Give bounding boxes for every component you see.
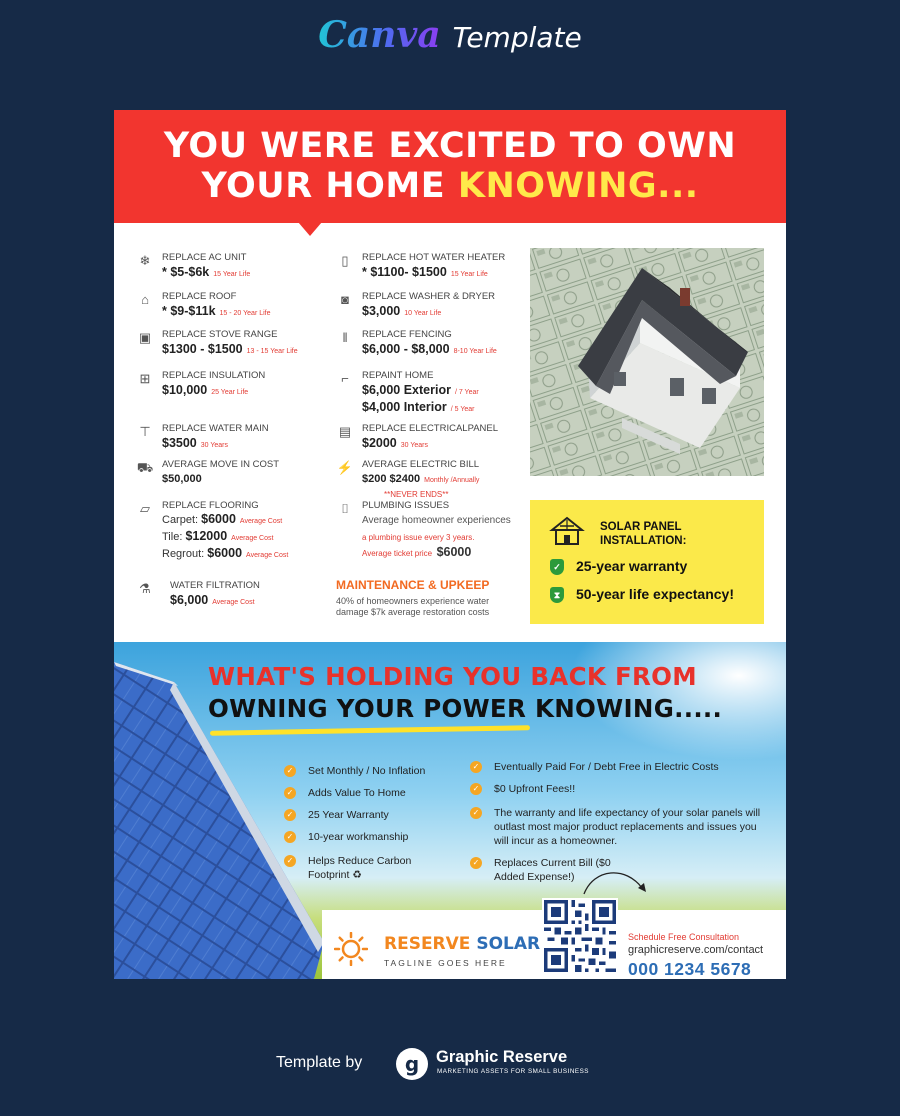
- schedule-text: Schedule Free Consultation: [628, 932, 740, 942]
- electrical-panel-icon: ▤: [338, 424, 352, 439]
- paint-roller-icon: ⌐: [341, 371, 349, 386]
- graphic-reserve-logo-icon: g: [396, 1048, 428, 1080]
- cost-note: 15 Year Life: [450, 271, 488, 278]
- water-filter-icon: ⚗: [139, 581, 151, 596]
- repaint-exterior: $6,000 Exterior: [362, 383, 451, 397]
- moving-truck-icon: ⛟: [136, 460, 154, 475]
- washer-icon: ◙: [341, 292, 349, 307]
- benefit-text: The warranty and life expectancy of your solar panels will outlast most major product replacements and issues you will incur as a homeowner.: [494, 807, 761, 847]
- check-icon: ✓: [470, 783, 482, 795]
- check-icon: ✓: [284, 831, 296, 843]
- solar-roof-icon: [548, 516, 586, 546]
- lower-section: [114, 642, 786, 979]
- canva-template-title: [0, 14, 900, 64]
- never-ends: **NEVER ENDS**: [384, 490, 449, 499]
- cost-note: Monthly /Annually: [424, 477, 480, 484]
- website-link[interactable]: graphicreserve.com/contact: [628, 944, 764, 956]
- fence-icon: ‖: [342, 330, 348, 345]
- life-row: [550, 586, 734, 603]
- cost-note: 25 Year Life: [211, 389, 249, 396]
- solar-title-line-2: INSTALLATION:: [600, 535, 687, 547]
- house-money-image: [530, 248, 764, 476]
- benefit-text: 10-year workmanship: [308, 831, 409, 843]
- cost-value: * $5-$6k: [162, 265, 210, 279]
- repaint-interior-note: / 5 Year: [450, 406, 475, 413]
- check-icon: ✓: [470, 761, 482, 773]
- company-tagline: TAGLINE GOES HERE: [384, 958, 507, 968]
- company-name: [384, 934, 540, 954]
- solar-box-title: [600, 520, 686, 548]
- cost-note: 30 Years: [200, 442, 229, 449]
- power-tower-icon: ⚡: [336, 460, 354, 475]
- cost-label: REPLACE AC UNIT: [162, 252, 247, 263]
- benefit-text: Helps Reduce Carbon Footprint ♻: [308, 855, 412, 881]
- cost-label: REPLACE ROOF: [162, 291, 237, 302]
- template-label: Template: [452, 21, 582, 54]
- cost-value: $6,000 - $8,000: [362, 342, 450, 356]
- cost-value: $50,000: [162, 473, 202, 485]
- benefit-text: $0 Upfront Fees!!: [494, 783, 576, 795]
- flyer-header: [114, 110, 786, 223]
- flooring-note: Average Cost: [246, 552, 289, 559]
- cost-note: 15 - 20 Year Life: [219, 310, 271, 317]
- cost-value: $3,000: [362, 304, 401, 318]
- template-by-label: Template by: [276, 1054, 363, 1071]
- solar-installation-box: [530, 500, 764, 624]
- header-speech-tail: [298, 222, 322, 236]
- solar-title-line-1: SOLAR PANEL: [600, 521, 682, 533]
- flooring-value: $6000: [201, 512, 236, 526]
- sun-logo-icon: [334, 932, 368, 966]
- benefit-text: 25 Year Warranty: [308, 809, 389, 821]
- cost-label: PLUMBING ISSUES: [362, 500, 450, 511]
- graphic-reserve-tagline: MARKETING ASSETS FOR SMALL BUSINESS: [437, 1068, 589, 1075]
- water-heater-icon: ▯: [341, 253, 349, 268]
- flyer: [114, 110, 786, 979]
- company-name-b: SOLAR: [476, 934, 541, 954]
- check-icon: ✓: [284, 809, 296, 821]
- maintenance-block: [336, 578, 536, 618]
- phone-number[interactable]: 000 1234 5678: [628, 959, 752, 979]
- flooring-icon: ▱: [140, 501, 150, 516]
- check-icon: ✓: [470, 807, 482, 819]
- header-line-2: [114, 166, 786, 206]
- flooring-name: Carpet:: [162, 514, 199, 526]
- lower-headline-2: OWNING YOUR POWER KNOWING.....: [208, 694, 723, 723]
- flooring-value: $12000: [185, 529, 228, 543]
- cost-label: REPLACE WASHER & DRYER: [362, 291, 496, 302]
- flooring-note: Average Cost: [231, 535, 274, 542]
- flooring-name: Tile:: [162, 531, 183, 543]
- plumbing-icon: ⌷: [341, 501, 349, 516]
- contact-block: [628, 932, 763, 979]
- cost-value: * $9-$11k: [162, 304, 216, 318]
- flooring-value: $6000: [207, 546, 243, 560]
- cost-label: REPLACE INSULATION: [162, 370, 266, 381]
- canva-logo-text: Canva: [318, 14, 441, 56]
- cost-label: REPLACE FENCING: [362, 329, 452, 340]
- cost-value: $3500: [162, 436, 197, 450]
- flooring-name: Regrout:: [162, 548, 205, 560]
- cost-value: $200 $2400: [362, 473, 421, 485]
- qr-code[interactable]: [542, 898, 618, 974]
- cost-value: $10,000: [162, 383, 208, 397]
- shield-check-icon: ✓: [550, 559, 564, 575]
- cost-label: AVERAGE ELECTRIC BILL: [362, 459, 480, 470]
- cost-label: REPLACE HOT WATER HEATER: [362, 252, 506, 263]
- cost-note: 8-10 Year Life: [453, 348, 497, 355]
- cost-value: * $1100- $1500: [362, 265, 447, 279]
- check-icon: ✓: [284, 765, 296, 777]
- lower-headline-1: WHAT'S HOLDING YOU BACK FROM: [208, 662, 697, 691]
- template-credit: [0, 1046, 900, 1086]
- water-main-icon: ⊤: [139, 424, 151, 439]
- repaint-interior: $4,000 Interior: [362, 400, 447, 414]
- maintenance-line-2: damage $7k average restoration costs: [336, 607, 490, 617]
- cost-value: $6,000: [170, 593, 209, 607]
- cost-label: WATER FILTRATION: [170, 580, 260, 591]
- cost-label: REPLACE ELECTRICALPANEL: [362, 423, 499, 434]
- ac-unit-icon: ❄: [139, 253, 151, 268]
- cost-note: 30 Years: [400, 442, 429, 449]
- cost-label: REPLACE WATER MAIN: [162, 423, 269, 434]
- header-highlight: KNOWING...: [457, 166, 699, 206]
- cost-note: 15 Year Life: [213, 271, 251, 278]
- maintenance-title: MAINTENANCE & UPKEEP: [336, 578, 490, 592]
- benefit-text: Replaces Current Bill ($0 Added Expense!): [494, 857, 611, 883]
- benefit-text: Set Monthly / No Inflation: [308, 765, 426, 777]
- company-name-a: RESERVE: [384, 934, 477, 954]
- plumbing-value: $6000: [436, 545, 472, 559]
- stove-icon: ▣: [138, 330, 152, 345]
- roof-icon: ⌂: [141, 292, 149, 307]
- check-icon: ✓: [284, 855, 296, 867]
- flooring-note: Average Cost: [239, 518, 283, 525]
- life-text: 50-year life expectancy!: [576, 586, 734, 602]
- cost-label: REPAINT HOME: [362, 370, 434, 381]
- hourglass-icon: ⧗: [550, 587, 564, 603]
- cost-label: REPLACE STOVE RANGE: [162, 329, 278, 340]
- insulation-icon: ⊞: [139, 371, 151, 386]
- benefit-text: Eventually Paid For / Debt Free in Electric Costs: [494, 761, 719, 773]
- cost-note: 13 - 15 Year Life: [246, 348, 298, 355]
- plumbing-line-1: Average homeowner experiences: [362, 515, 511, 526]
- check-icon: ✓: [284, 787, 296, 799]
- header-line-1: YOU WERE EXCITED TO OWN: [163, 126, 737, 166]
- check-icon: ✓: [470, 857, 482, 869]
- repaint-exterior-note: / 7 Year: [454, 389, 479, 396]
- cost-note: 10 Year Life: [404, 310, 442, 317]
- warranty-row: [550, 558, 687, 575]
- warranty-text: 25-year warranty: [576, 558, 688, 574]
- maintenance-line-1: 40% of homeowners experience water: [336, 596, 490, 606]
- cost-label: AVERAGE MOVE IN COST: [162, 459, 280, 470]
- benefit-text: Adds Value To Home: [308, 787, 406, 799]
- plumbing-line-2: a plumbing issue every 3 years.: [362, 533, 475, 542]
- cost-value: $1300 - $1500: [162, 342, 243, 356]
- header-line-2-prefix: YOUR HOME: [201, 166, 458, 206]
- cost-note: Average Cost: [212, 599, 255, 606]
- cost-label: REPLACE FLOORING: [162, 500, 259, 511]
- plumbing-line-3: Average ticket price: [362, 549, 433, 558]
- graphic-reserve-name: Graphic Reserve: [436, 1048, 568, 1066]
- cost-value: $2000: [362, 436, 397, 450]
